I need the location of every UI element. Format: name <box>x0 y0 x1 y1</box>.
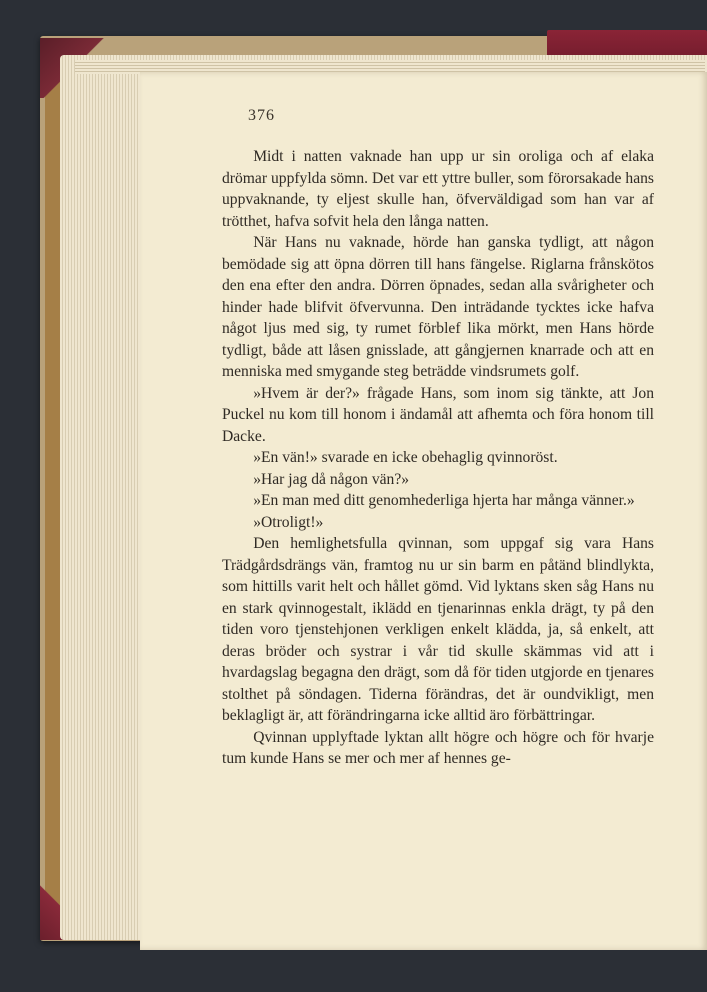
paragraph: När Hans nu vaknade, hörde han ganska tydligt, att någon bemödade sig att öpna dörren till hans fängelse. Riglarna frånskötos den ena efter den andra. Dörren öpnades, sedan alla svårigheter och hinder hade blifvit öfvervunna. Den inträdande tycktes icke hafva något ljus med sig, ty rumet förblef lika mörkt, men Hans hörde tydligt, både att låsen gnisslade, att gångjernen knarrade och att en menniska med smygande steg beträdde vindsrumets golf. <box>222 234 654 380</box>
paragraph: Qvinnan upplyftade lyktan allt högre och högre och för hvarje tum kunde Hans se mer och mer af hennes ge- <box>222 728 654 767</box>
page-text <box>222 146 654 770</box>
paragraph: »En vän!» svarade en icke obehaglig qvinnoröst. <box>253 449 558 466</box>
paragraph: »Otroligt!» <box>253 513 324 531</box>
paragraph: »Hvem är der?» frågade Hans, som inom sig tänkte, att Jon Puckel nu kom till honom i ändamål att afhemta och föra honom till Dacke. <box>222 384 654 445</box>
paragraph: »En man med ditt genomhederliga hjerta har många vänner.» <box>253 492 635 509</box>
page-number: 376 <box>248 107 275 124</box>
paragraph: Midt i natten vaknade han upp ur sin oroliga och af elaka drömar uppfylda sömn. Det var ett yttre buller, som förorsakade hans uppvaknande, ty eljest skulle han, öfverväldigad som han var af trötthet, hafva sofvit hela den långa natten. <box>222 148 654 230</box>
paragraph: »Har jag då någon vän?» <box>253 470 410 488</box>
paragraph: Den hemlighetsfulla qvinnan, som uppgaf sig vara Hans Trädgårdsdrängs vän, framtog nu ur sin barm en påtänd blindlykta, som hittills varit helt och hållet gömd. Vid lyktans sken såg Hans nu en stark qvinnogestalt, iklädd en tjenarinnas enkla drägt, ty på den tiden voro tjenstehjonen verkligen enkelt klädda, ja, så enkelt, att deras bröder och systrar i vår tid skulle skämmas vid att i hvardagslag begagna den drägt, som då för tiden utgjorde en tjenares stolthet på söndagen. Tiderna förändras, det är oundvikligt, men beklagligt är, att förändringarna icke alltid äro förbättringar. <box>222 535 654 724</box>
